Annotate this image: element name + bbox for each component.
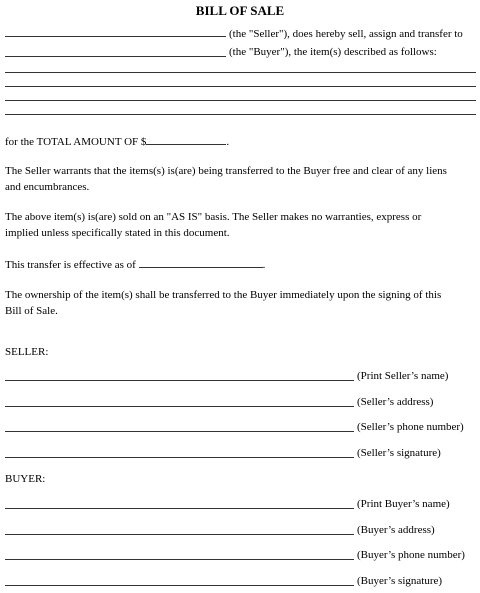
seller-phone-line[interactable]	[5, 431, 354, 432]
seller-signature-label: (Seller’s signature)	[357, 447, 441, 459]
item-description-line-1[interactable]	[5, 72, 476, 73]
warranty-paragraph	[5, 163, 475, 195]
buyer-address-line[interactable]	[5, 534, 354, 535]
ownership-line-1: The ownership of the item(s) shall be transferred to the Buyer immediately upon the signing of this	[5, 289, 442, 301]
warranty-line-1: The Seller warrants that the items(s) is(are) being transferred to the Buyer free and clear of any liens	[5, 165, 447, 177]
buyer-heading: BUYER:	[5, 473, 46, 485]
warranty-line-2: and encumbrances.	[5, 181, 90, 193]
as-is-line-1: The above item(s) is(are) sold on an "AS IS" basis. The Seller makes no warranties, express or	[5, 211, 422, 223]
seller-name-blank[interactable]	[5, 36, 226, 37]
buyer-print-name-line[interactable]	[5, 508, 354, 509]
buyer-address-label: (Buyer’s address)	[357, 524, 435, 536]
buyer-name-blank[interactable]	[5, 56, 226, 57]
total-amount-period: .	[226, 136, 230, 148]
item-description-line-2[interactable]	[5, 86, 476, 87]
effective-date-row	[5, 256, 265, 273]
ownership-line-2: Bill of Sale.	[5, 305, 58, 317]
seller-print-name-label: (Print Seller’s name)	[357, 370, 449, 382]
total-amount-blank[interactable]	[146, 133, 226, 145]
buyer-phone-line[interactable]	[5, 559, 354, 560]
seller-print-name-line[interactable]	[5, 380, 354, 381]
buyer-signature-line[interactable]	[5, 585, 354, 586]
total-amount-label: for the TOTAL AMOUNT OF $	[5, 136, 147, 148]
effective-date-period: .	[262, 259, 266, 271]
item-description-line-3[interactable]	[5, 100, 476, 101]
as-is-paragraph	[5, 209, 475, 241]
seller-signature-line[interactable]	[5, 457, 354, 458]
seller-address-line[interactable]	[5, 406, 354, 407]
seller-address-label: (Seller’s address)	[357, 396, 434, 408]
buyer-phone-label: (Buyer’s phone number)	[357, 549, 465, 561]
as-is-line-2: implied unless specifically stated in this document.	[5, 227, 230, 239]
item-description-line-4[interactable]	[5, 114, 476, 115]
seller-heading: SELLER:	[5, 346, 49, 358]
buyer-print-name-label: (Print Buyer’s name)	[357, 498, 450, 510]
seller-phone-label: (Seller’s phone number)	[357, 421, 464, 433]
ownership-paragraph	[5, 287, 475, 319]
buyer-signature-label: (Buyer’s signature)	[357, 575, 443, 587]
total-amount-row	[5, 133, 229, 150]
document-title: BILL OF SALE	[195, 3, 285, 18]
effective-date-label: This transfer is effective as of	[5, 259, 136, 271]
effective-date-blank[interactable]	[139, 256, 263, 268]
seller-intro-text: (the "Seller"), does hereby sell, assign and transfer to	[229, 28, 463, 40]
buyer-intro-text: (the "Buyer"), the item(s) described as follows:	[229, 46, 437, 58]
